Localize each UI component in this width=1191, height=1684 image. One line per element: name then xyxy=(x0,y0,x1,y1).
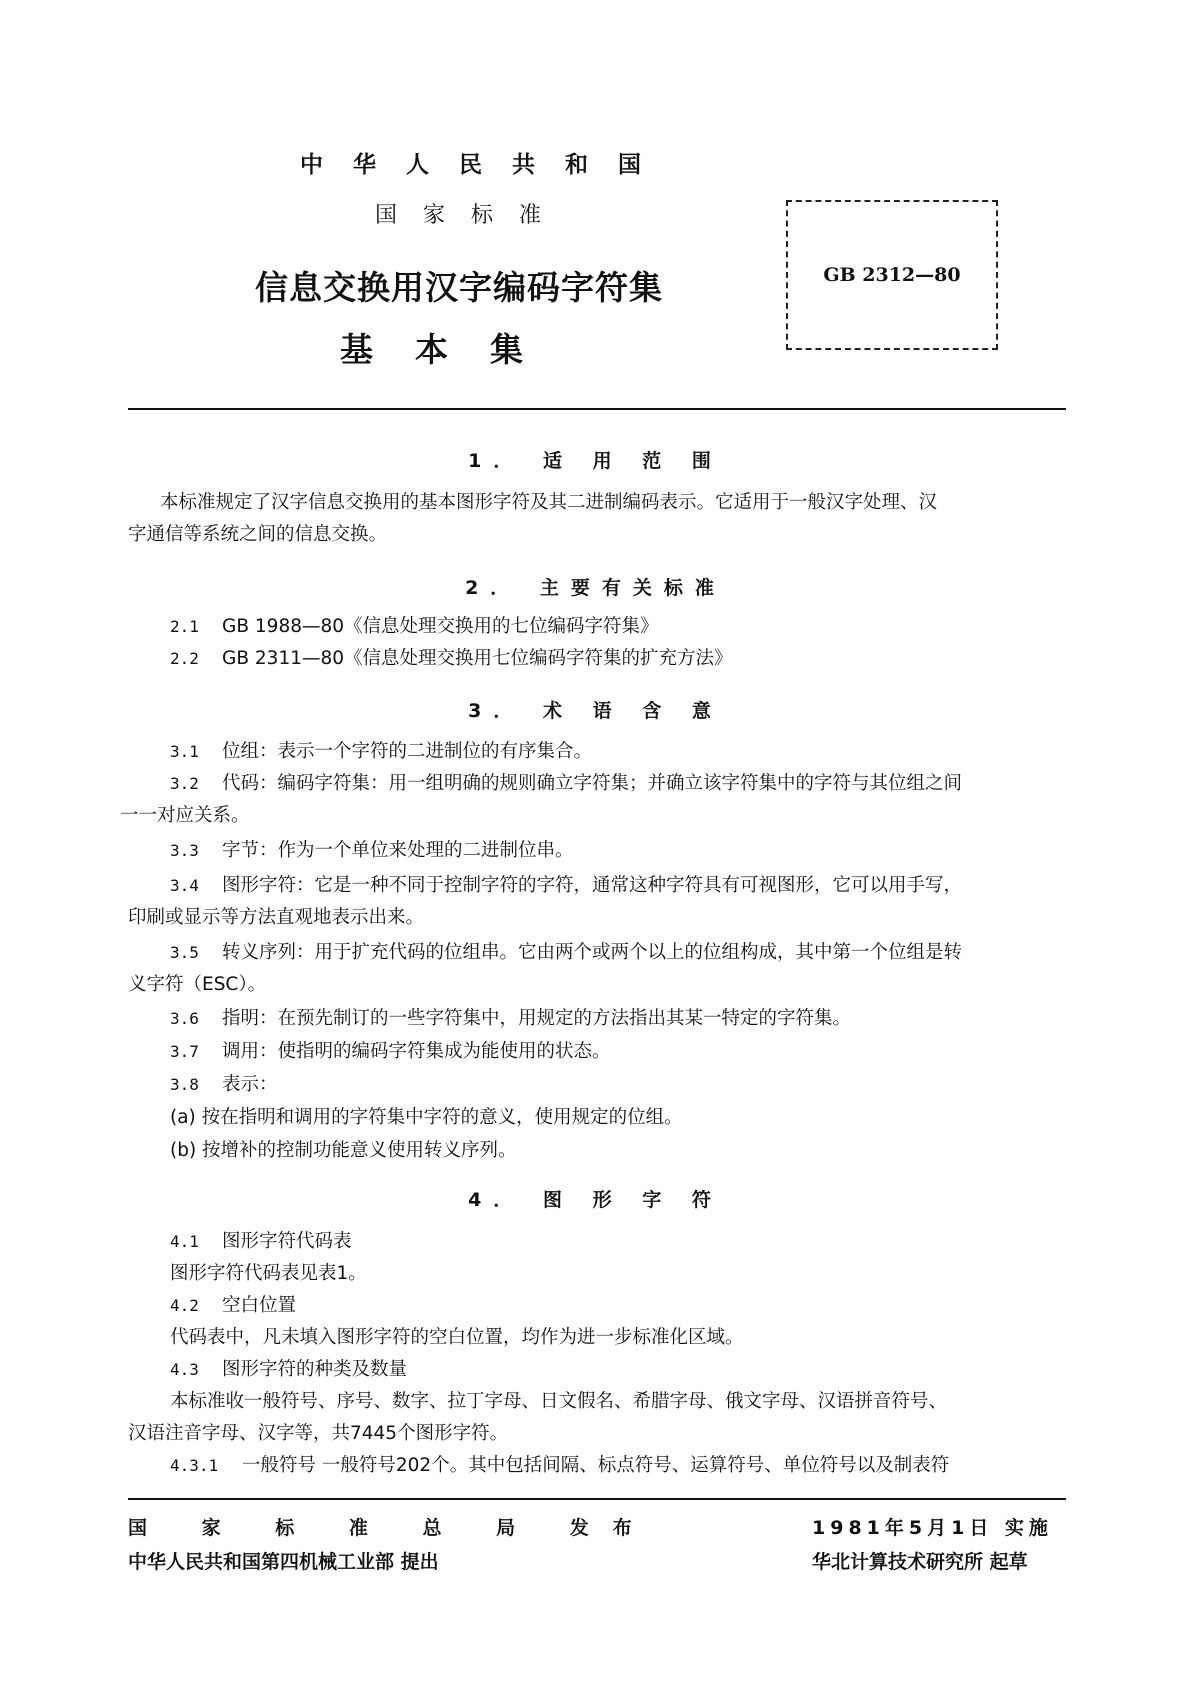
subsection-4-1 xyxy=(170,1227,352,1257)
subsection-4-2 xyxy=(170,1291,296,1321)
document-subtitle: 基本集 xyxy=(340,330,565,369)
footer-drafter: 华北计算技术研究所 起草 xyxy=(812,1551,1028,1573)
footer-publisher: 国 家 标 准 总 局 发布 xyxy=(128,1517,656,1539)
para-4-3-line2: 汉语注音字母、汉字等，共7445个图形字符。 xyxy=(128,1423,509,1444)
item-number: 3.6 xyxy=(170,1009,199,1028)
section-2-item xyxy=(170,644,733,674)
header-divider xyxy=(128,408,1066,410)
item-number: 2.2 xyxy=(170,649,199,668)
item-number: 3.2 xyxy=(170,774,199,793)
term-3-8-b: (b) 按增补的控制功能意义使用转义序列。 xyxy=(170,1140,517,1161)
item-text: 一般符号 一般符号202个。其中包括间隔、标点符号、运算符号、单位符号以及制表符 xyxy=(242,1455,950,1476)
footer-divider xyxy=(128,1498,1066,1500)
item-text: 字节：作为一个单位来处理的二进制位串。 xyxy=(222,840,574,861)
term-3-4 xyxy=(170,871,962,901)
item-number: 3.3 xyxy=(170,841,199,860)
term-3-5 xyxy=(170,938,962,968)
section-4-heading: 4． 图 形 字 符 xyxy=(468,1189,723,1211)
standard-code: GB 2312—80 xyxy=(823,264,961,286)
item-text: GB 1988—80《信息处理交换用的七位编码字符集》 xyxy=(222,616,659,637)
subsection-4-3 xyxy=(170,1355,407,1385)
para-4-3-line1: 本标准收一般符号、序号、数字、拉丁字母、日文假名、希腊字母、俄文字母、汉语拼音符号、 xyxy=(170,1391,948,1412)
term-3-7 xyxy=(170,1037,611,1067)
term-3-5-cont: 义字符（ESC）。 xyxy=(128,974,267,995)
footer-proposer: 中华人民共和国第四机械工业部 提出 xyxy=(128,1551,439,1573)
para-4-2: 代码表中，凡未填入图形字符的空白位置，均作为进一步标准化区域。 xyxy=(170,1327,744,1348)
item-text: 图形字符的种类及数量 xyxy=(222,1359,408,1380)
country-heading: 中华人民共和国 xyxy=(300,152,671,178)
term-3-3 xyxy=(170,836,574,866)
term-3-8-a: (a) 按在指明和调用的字符集中字符的意义，使用规定的位组。 xyxy=(170,1107,683,1128)
document-title: 信息交换用汉字编码字符集 xyxy=(255,268,663,307)
standard-kind: 国家标准 xyxy=(375,203,568,228)
item-text: 图形字符：它是一种不同于控制字符的字符，通常这种字符具有可视图形，它可以用手写， xyxy=(222,875,963,896)
item-text: 代码：编码字符集：用一组明确的规则确立字符集；并确立该字符集中的字符与其位组之间 xyxy=(222,773,963,794)
item-number: 3.4 xyxy=(170,876,199,895)
section-1-heading: 1． 适 用 范 围 xyxy=(468,450,723,472)
item-text: 调用：使指明的编码字符集成为能使用的状态。 xyxy=(222,1041,611,1062)
standard-code-box xyxy=(786,200,998,350)
section-2-heading: 2． 主要有关标准 xyxy=(465,577,726,599)
item-number: 4.3.1 xyxy=(170,1456,219,1475)
section-1-para-line1: 本标准规定了汉字信息交换用的基本图形字符及其二进制编码表示。它适用于一般汉字处理、汉 xyxy=(160,492,938,513)
section-3-heading: 3． 术 语 含 意 xyxy=(468,700,723,722)
term-3-2 xyxy=(170,769,962,799)
item-text: 空白位置 xyxy=(222,1295,297,1316)
para-4-1: 图形字符代码表见表1。 xyxy=(170,1263,367,1284)
term-3-6 xyxy=(170,1004,851,1034)
item-number: 3.5 xyxy=(170,943,199,962)
item-text: GB 2311—80《信息处理交换用七位编码字符集的扩充方法》 xyxy=(222,648,733,669)
term-3-4-cont: 印刷或显示等方法直观地表示出来。 xyxy=(128,907,425,928)
item-number: 4.2 xyxy=(170,1296,199,1315)
term-3-8 xyxy=(170,1070,278,1100)
term-3-1 xyxy=(170,737,592,767)
item-number: 2.1 xyxy=(170,617,199,636)
section-1-para-line2: 字通信等系统之间的信息交换。 xyxy=(128,524,388,545)
item-number: 4.1 xyxy=(170,1232,199,1251)
item-number: 4.3 xyxy=(170,1360,199,1379)
item-text: 图形字符代码表 xyxy=(222,1231,352,1252)
item-text: 指明：在预先制订的一些字符集中，用规定的方法指出其某一特定的字符集。 xyxy=(222,1008,852,1029)
footer-effective-date: 1981年5月1日 实施 xyxy=(812,1517,1053,1539)
item-text: 位组：表示一个字符的二进制位的有序集合。 xyxy=(222,741,593,762)
item-number: 3.8 xyxy=(170,1075,199,1094)
item-number: 3.7 xyxy=(170,1042,199,1061)
subsection-4-3-1 xyxy=(170,1451,949,1481)
section-2-item xyxy=(170,612,659,642)
item-number: 3.1 xyxy=(170,742,199,761)
term-3-2-cont: 一一对应关系。 xyxy=(120,805,250,826)
item-text: 转义序列：用于扩充代码的位组串。它由两个或两个以上的位组构成，其中第一个位组是转 xyxy=(222,942,963,963)
item-text: 表示： xyxy=(222,1074,278,1095)
